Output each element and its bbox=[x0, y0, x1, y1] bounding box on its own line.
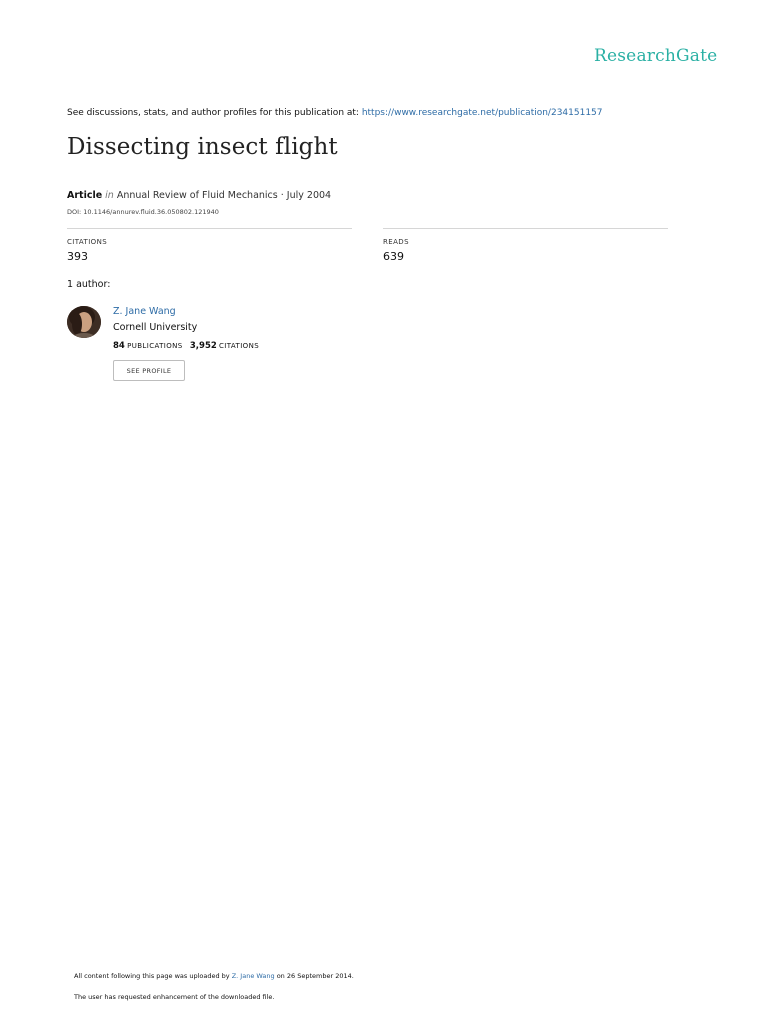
reads-value: 639 bbox=[383, 250, 404, 263]
upload-note bbox=[74, 972, 354, 980]
doi: DOI: 10.1146/annurev.fluid.36.050802.121940 bbox=[67, 208, 219, 216]
publication-title: Dissecting insect flight bbox=[67, 134, 338, 160]
reads-label: READS bbox=[383, 238, 409, 246]
publication-url-link[interactable]: https://www.researchgate.net/publication/234151157 bbox=[361, 108, 603, 118]
divider-citations bbox=[67, 228, 352, 229]
request-note: The user has requested enhancement of the downloaded file. bbox=[74, 993, 275, 1001]
publications-count: 84 bbox=[113, 341, 125, 351]
author-stats bbox=[113, 341, 264, 351]
researchgate-logo[interactable]: ResearchGate bbox=[594, 46, 718, 66]
discussion-line bbox=[67, 108, 603, 118]
uploader-link[interactable]: Z. Jane Wang bbox=[231, 972, 275, 980]
divider-reads bbox=[383, 228, 668, 229]
citations-label: CITATIONS bbox=[67, 238, 108, 246]
journal-and-date: Annual Review of Fluid Mechanics · July 2004 bbox=[116, 190, 332, 201]
upload-prefix: All content following this page was uploaded by bbox=[74, 972, 232, 980]
author-name-link[interactable]: Z. Jane Wang bbox=[113, 306, 176, 317]
see-profile-button[interactable]: SEE PROFILE bbox=[113, 360, 185, 381]
upload-suffix: on 26 September 2014. bbox=[274, 972, 354, 980]
author-citations-label: CITATIONS bbox=[219, 342, 260, 350]
citations-value: 393 bbox=[67, 250, 88, 263]
authors-heading: 1 author: bbox=[67, 279, 111, 290]
publication-meta bbox=[67, 190, 331, 201]
in-label: in bbox=[105, 190, 114, 201]
discussion-text: See discussions, stats, and author profiles for this publication at: bbox=[67, 108, 362, 118]
publications-label: PUBLICATIONS bbox=[127, 342, 183, 350]
publication-type: Article bbox=[67, 190, 103, 201]
author-citations-count: 3,952 bbox=[189, 341, 217, 351]
avatar[interactable] bbox=[67, 306, 101, 338]
author-photo-icon bbox=[67, 306, 101, 338]
author-institution: Cornell University bbox=[113, 322, 198, 333]
